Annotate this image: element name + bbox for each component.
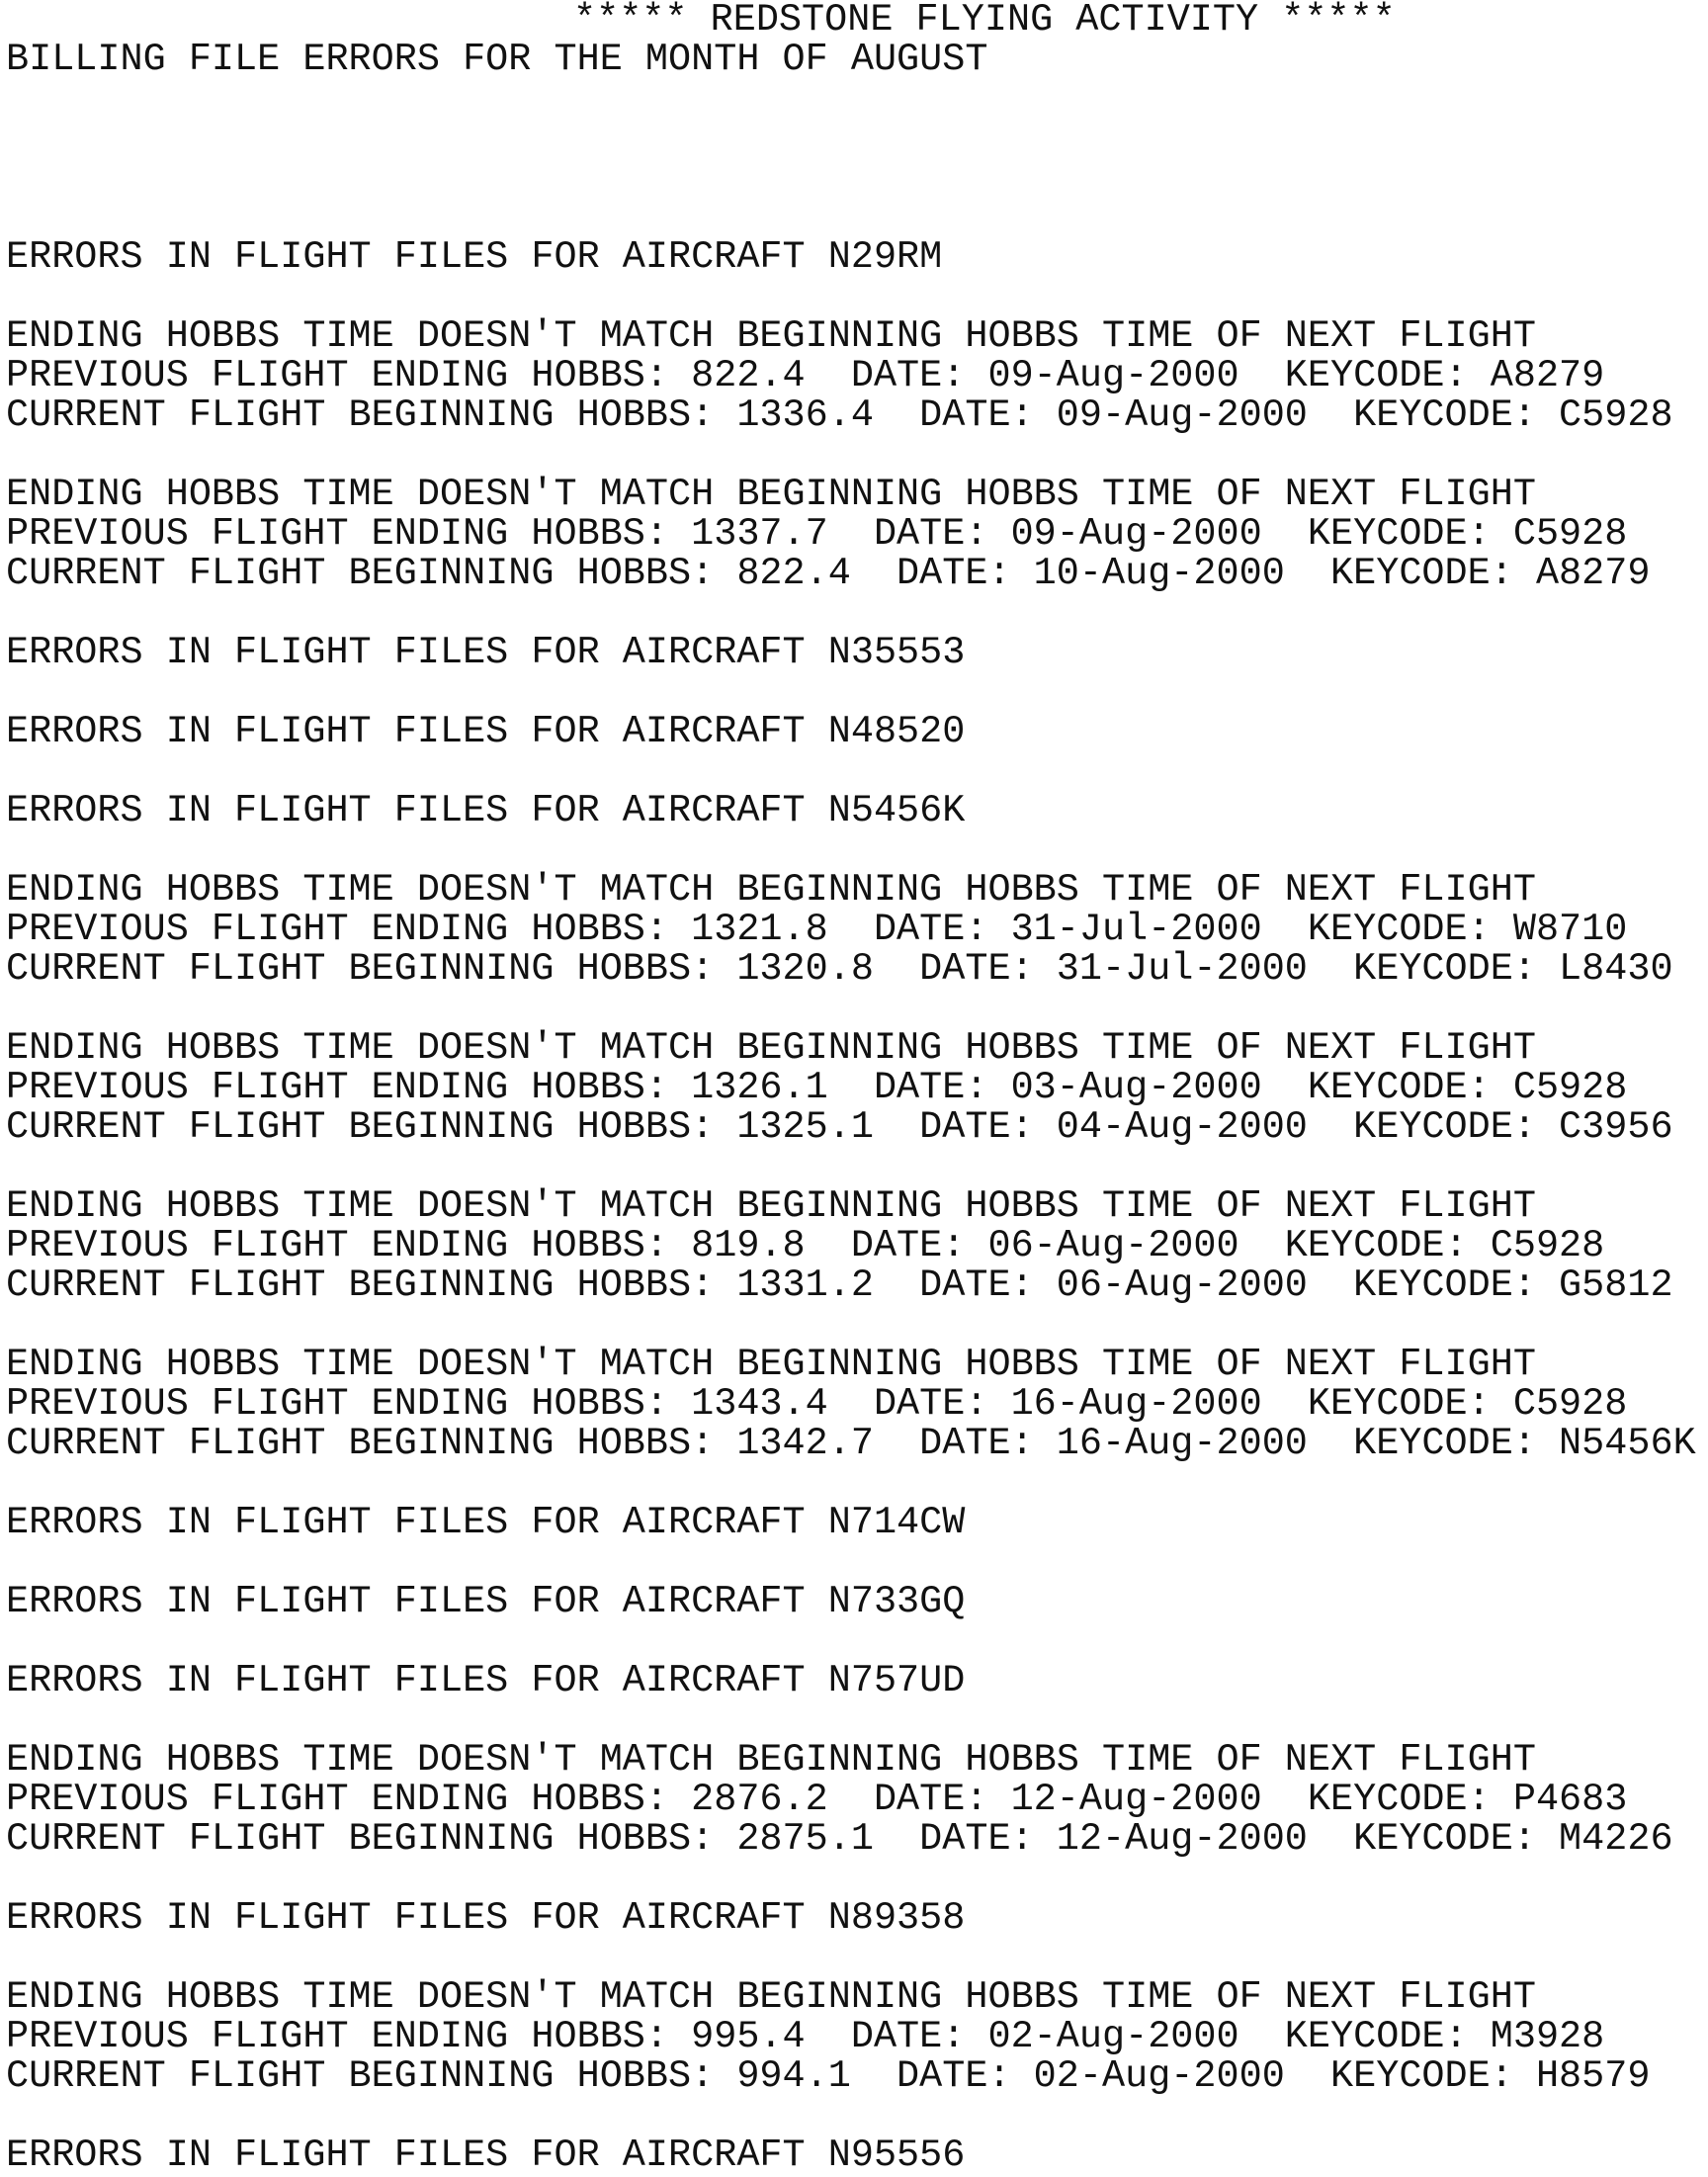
current-flight-line: CURRENT FLIGHT BEGINNING HOBBS: 1325.1 DATE: 04-Aug-2000 KEYCODE: C3956 — [6, 1105, 1673, 1149]
error-message: ENDING HOBBS TIME DOESN'T MATCH BEGINNING HOBBS TIME OF NEXT FLIGHT — [6, 1738, 1536, 1782]
error-message: ENDING HOBBS TIME DOESN'T MATCH BEGINNING HOBBS TIME OF NEXT FLIGHT — [6, 314, 1536, 358]
current-flight-line: CURRENT FLIGHT BEGINNING HOBBS: 1336.4 DATE: 09-Aug-2000 KEYCODE: C5928 — [6, 393, 1673, 437]
aircraft-header: ERRORS IN FLIGHT FILES FOR AIRCRAFT N29RM — [6, 235, 943, 279]
previous-flight-line: PREVIOUS FLIGHT ENDING HOBBS: 2876.2 DATE: 12-Aug-2000 KEYCODE: P4683 — [6, 1778, 1628, 1821]
error-message: ENDING HOBBS TIME DOESN'T MATCH BEGINNING HOBBS TIME OF NEXT FLIGHT — [6, 1343, 1536, 1386]
current-flight-line: CURRENT FLIGHT BEGINNING HOBBS: 1342.7 DATE: 16-Aug-2000 KEYCODE: N5456K — [6, 1422, 1696, 1465]
error-message: ENDING HOBBS TIME DOESN'T MATCH BEGINNING HOBBS TIME OF NEXT FLIGHT — [6, 1184, 1536, 1228]
previous-flight-line: PREVIOUS FLIGHT ENDING HOBBS: 1337.7 DATE: 09-Aug-2000 KEYCODE: C5928 — [6, 512, 1628, 556]
previous-flight-line: PREVIOUS FLIGHT ENDING HOBBS: 995.4 DATE: 02-Aug-2000 KEYCODE: M3928 — [6, 2015, 1605, 2058]
current-flight-line: CURRENT FLIGHT BEGINNING HOBBS: 1320.8 DATE: 31-Jul-2000 KEYCODE: L8430 — [6, 947, 1673, 991]
aircraft-header: ERRORS IN FLIGHT FILES FOR AIRCRAFT N35553 — [6, 631, 966, 674]
report-subtitle: BILLING FILE ERRORS FOR THE MONTH OF AUGUST — [6, 38, 988, 81]
previous-flight-line: PREVIOUS FLIGHT ENDING HOBBS: 819.8 DATE: 06-Aug-2000 KEYCODE: C5928 — [6, 1224, 1605, 1267]
aircraft-header: ERRORS IN FLIGHT FILES FOR AIRCRAFT N48520 — [6, 710, 966, 753]
aircraft-header: ERRORS IN FLIGHT FILES FOR AIRCRAFT N757UD — [6, 1659, 966, 1702]
error-message: ENDING HOBBS TIME DOESN'T MATCH BEGINNING HOBBS TIME OF NEXT FLIGHT — [6, 868, 1536, 912]
aircraft-header: ERRORS IN FLIGHT FILES FOR AIRCRAFT N5456K — [6, 789, 966, 832]
error-message: ENDING HOBBS TIME DOESN'T MATCH BEGINNING HOBBS TIME OF NEXT FLIGHT — [6, 1026, 1536, 1070]
aircraft-header: ERRORS IN FLIGHT FILES FOR AIRCRAFT N95556 — [6, 2133, 966, 2177]
error-message: ENDING HOBBS TIME DOESN'T MATCH BEGINNING HOBBS TIME OF NEXT FLIGHT — [6, 473, 1536, 516]
report-title: ***** REDSTONE FLYING ACTIVITY ***** — [573, 0, 1396, 42]
current-flight-line: CURRENT FLIGHT BEGINNING HOBBS: 1331.2 DATE: 06-Aug-2000 KEYCODE: G5812 — [6, 1263, 1673, 1307]
previous-flight-line: PREVIOUS FLIGHT ENDING HOBBS: 822.4 DATE: 09-Aug-2000 KEYCODE: A8279 — [6, 354, 1605, 397]
current-flight-line: CURRENT FLIGHT BEGINNING HOBBS: 994.1 DATE: 02-Aug-2000 KEYCODE: H8579 — [6, 2054, 1651, 2098]
aircraft-header: ERRORS IN FLIGHT FILES FOR AIRCRAFT N733GQ — [6, 1580, 966, 1623]
aircraft-header: ERRORS IN FLIGHT FILES FOR AIRCRAFT N89358 — [6, 1896, 966, 1940]
current-flight-line: CURRENT FLIGHT BEGINNING HOBBS: 2875.1 DATE: 12-Aug-2000 KEYCODE: M4226 — [6, 1817, 1673, 1861]
previous-flight-line: PREVIOUS FLIGHT ENDING HOBBS: 1326.1 DATE: 03-Aug-2000 KEYCODE: C5928 — [6, 1066, 1628, 1109]
aircraft-header: ERRORS IN FLIGHT FILES FOR AIRCRAFT N714CW — [6, 1501, 966, 1544]
previous-flight-line: PREVIOUS FLIGHT ENDING HOBBS: 1321.8 DATE: 31-Jul-2000 KEYCODE: W8710 — [6, 908, 1628, 951]
current-flight-line: CURRENT FLIGHT BEGINNING HOBBS: 822.4 DATE: 10-Aug-2000 KEYCODE: A8279 — [6, 552, 1651, 595]
previous-flight-line: PREVIOUS FLIGHT ENDING HOBBS: 1343.4 DATE: 16-Aug-2000 KEYCODE: C5928 — [6, 1382, 1628, 1426]
error-message: ENDING HOBBS TIME DOESN'T MATCH BEGINNING HOBBS TIME OF NEXT FLIGHT — [6, 1975, 1536, 2019]
